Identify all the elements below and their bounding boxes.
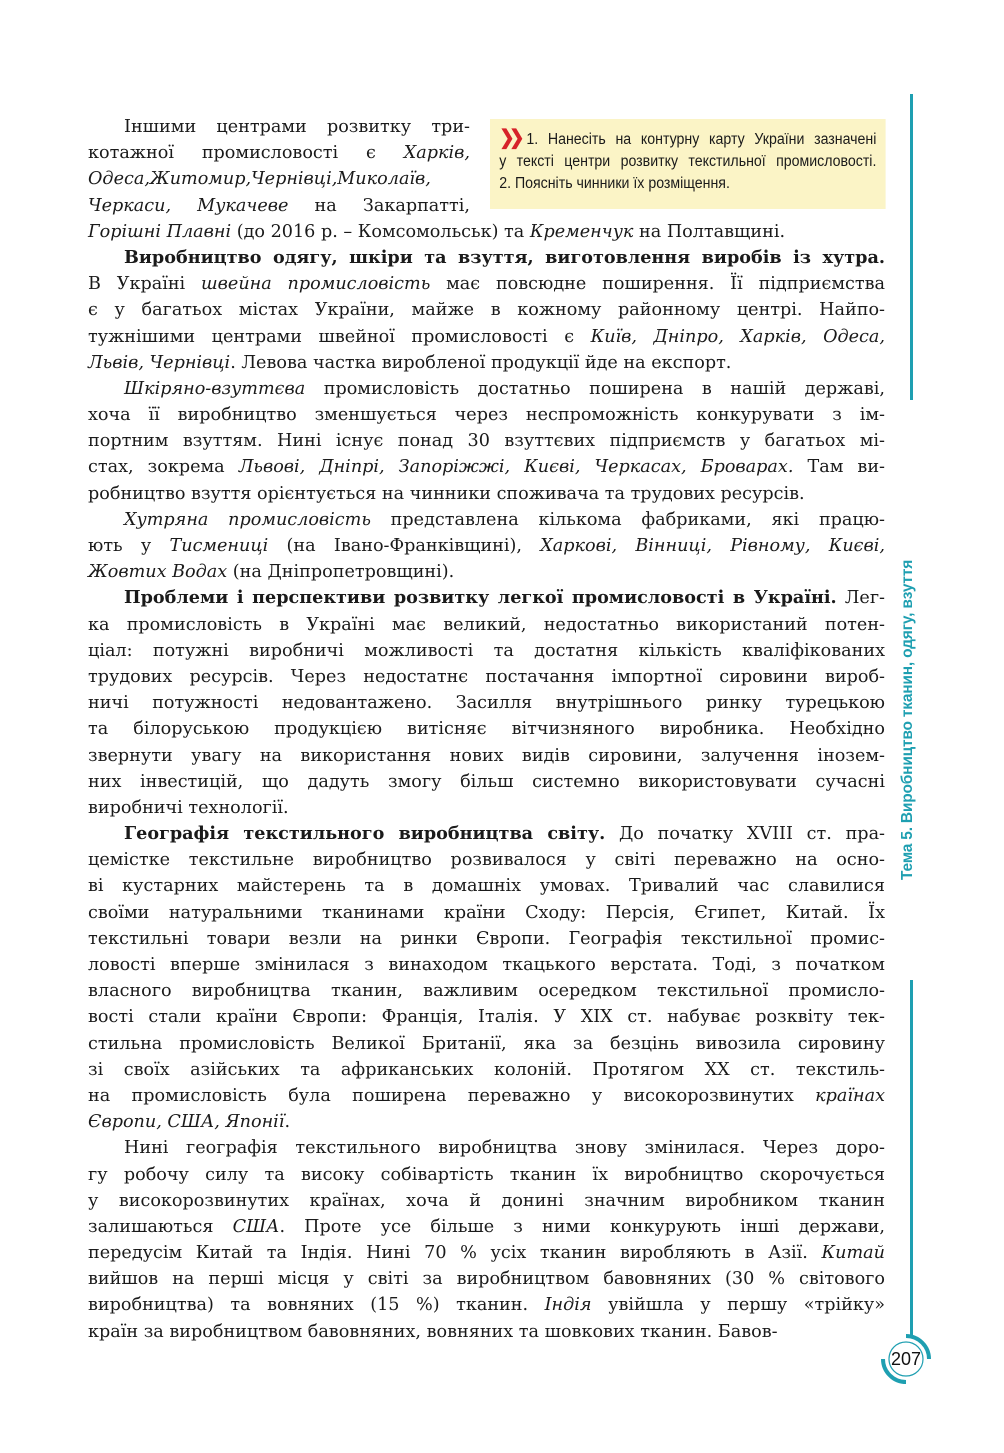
text-line (88, 481, 885, 507)
text-segment: звернути увагу на використання нових видів сировини, залучення інозем- (88, 745, 885, 766)
text-segment: В Україні (88, 274, 202, 295)
italic-text: Черкаси, Мукачеве (88, 195, 289, 216)
text-line (88, 559, 885, 585)
text-line (88, 193, 470, 219)
text-segment: ка промисловість в Україні має великий, недостатньо використаний потен- (88, 614, 885, 635)
side-rail-bottom (910, 980, 913, 1336)
bold-heading-text: Виробництво одягу, шкіри та взуття, виготовлення виробів із хутра. (124, 246, 885, 268)
text-segment: (на Івано-Франківщині), (268, 536, 541, 556)
text-segment: (на Дніпропетровщині). (227, 562, 455, 583)
italic-text: Одеса,Житомир,Чернівці,Миколаїв, (88, 169, 431, 190)
text-line (88, 428, 885, 454)
text-segment: промисловість достатньо поширена в нашій державі, (305, 378, 885, 399)
italic-text: Хутряна промисловість (124, 509, 371, 530)
text-segment: них інвестицій, що дадуть змогу більш системно використовувати сучасні (88, 771, 885, 792)
italic-text: Жовтих Водах (88, 562, 228, 583)
text-segment: До початку XVIII ст. пра- (605, 824, 886, 845)
text-segment: передусім Китай та Індія. Нині 70 % усіх тканин виробляють в Азії. (88, 1243, 822, 1264)
text-segment: на промисловість була поширена переважно у високорозвинутих (88, 1085, 816, 1106)
text-line (88, 271, 885, 297)
text-segment: гу робочу силу та високу собівартість тканин їх виробництво скорочується (88, 1164, 885, 1185)
page-number-badge (880, 1333, 932, 1385)
text-line (88, 402, 885, 428)
text-segment: трудових ресурсів. Через недостатнє постачання імпортної сировини вироб- (88, 666, 885, 687)
text-segment: . Левова частка виробленої продукції йде на експорт. (230, 352, 732, 373)
bold-heading-text: Проблеми і перспективи розвитку легкої промисловості в Україні. (124, 587, 837, 609)
text-segment: та білоруською продукцією витісняє вітчизняного виробника. Необхідно (88, 719, 885, 740)
text-line (88, 1057, 885, 1083)
text-segment: Там ви- (793, 457, 886, 478)
italic-text: Горішні Плавні (88, 221, 232, 242)
text-segment: Іншими центрами розвитку три- (124, 117, 470, 137)
text-segment: стильна промисловість Великої Британії, яка за безцінь вивозила сировину (88, 1033, 885, 1054)
text-line (88, 1214, 885, 1240)
text-segment: увійшла у першу «трійку» (591, 1295, 885, 1316)
italic-text: Київ, Дніпро, Харків, Одеса, (590, 326, 885, 347)
text-line (88, 1188, 885, 1214)
text-line (88, 454, 885, 480)
text-line (88, 821, 885, 847)
text-line (88, 743, 885, 769)
text-line (88, 847, 885, 873)
bold-heading-text: Географія текстильного виробництва світу. (124, 823, 606, 845)
text-segment: виробництва) та вовняних (15 %) тканин. (88, 1295, 545, 1316)
text-segment: котажної промисловості є (88, 143, 404, 164)
text-segment: на Полтавщині. (633, 221, 786, 242)
text-line (88, 297, 885, 323)
italic-text: Кременчук (529, 221, 634, 242)
task-box (490, 119, 886, 209)
text-segment: має повсюдне поширення. Її підприємства (430, 274, 885, 295)
text-line (88, 507, 885, 533)
text-line (88, 978, 885, 1004)
text-segment: вості стали країни Європи: Франція, Італія. У XIX ст. набуває розквіту тек- (88, 1007, 885, 1028)
task-line: у тексті центри розвитку текстильної промисловості. (499, 153, 877, 170)
italic-text: швейна промисловість (201, 274, 431, 295)
italic-text: Львів, Чернівці (88, 352, 231, 373)
task-line: 1. Нанесіть на контурну карту України зазначені (526, 131, 877, 148)
text-line (88, 1266, 885, 1292)
text-line (88, 140, 470, 166)
text-segment: вийшов на перші місця у світі за виробництвом бавовняних (30 % світового (88, 1269, 885, 1290)
text-line (88, 1319, 885, 1345)
page-number: 207 (890, 1349, 922, 1369)
italic-text: Львові, Дніпрі, Запоріжжі, Києві, Черкасах, Броварах. (238, 457, 794, 478)
text-segment: текстильні товари везли на ринки Європи. Географія текстильної промис- (88, 928, 885, 949)
text-line (88, 1240, 885, 1266)
text-segment: Нині географія текстильного виробництва знову змінилася. Через доро- (124, 1138, 885, 1159)
text-segment: зі своїх азійських та африканських колоній. Протягом XX ст. текстиль- (88, 1059, 885, 1080)
text-segment: ві кустарних майстерень та в домашніх умовах. Тривалий час славилися (88, 876, 885, 897)
text-line (88, 690, 885, 716)
text-line (88, 716, 885, 742)
text-line (88, 795, 885, 821)
text-line (88, 612, 885, 638)
italic-text: країнах (815, 1085, 885, 1106)
text-segment: . (284, 1112, 291, 1133)
text-segment: Лег- (836, 588, 885, 609)
text-line (88, 533, 885, 559)
text-line (88, 769, 885, 795)
italic-text: Європи, США, Японії (88, 1112, 285, 1133)
text-line (88, 873, 885, 899)
double-chevron-right-icon: ❯❯ (499, 127, 519, 149)
text-line (88, 1031, 885, 1057)
body-text (88, 114, 885, 1345)
text-segment: стах, зокрема (88, 457, 239, 478)
text-line (88, 900, 885, 926)
text-line (88, 376, 885, 402)
text-segment: у високорозвинутих країнах, хоча й донині значним виробником тканин (88, 1190, 885, 1211)
text-segment: країн за виробництвом бавовняних, вовняних та шовкових тканин. Бавов- (88, 1321, 778, 1342)
text-line (88, 664, 885, 690)
text-segment: тужнішими центрами швейної промисловості є (88, 326, 591, 347)
text-segment: цемістке текстильне виробництво розвивалося у світі переважно на осно- (88, 850, 885, 871)
text-line (88, 324, 885, 350)
text-segment: . Проте усе більше з ними конкурують інші держави, (279, 1216, 885, 1237)
text-line (88, 585, 885, 611)
text-segment: представлена кількома фабриками, які працю- (370, 509, 885, 530)
text-line (88, 245, 885, 271)
text-segment: є у багатьох містах України, майже в кожному районному центрі. Найпо- (88, 300, 885, 321)
text-line (88, 219, 885, 245)
text-segment: власного виробництва тканин, важливим осередком текстильної промисло- (88, 981, 885, 1002)
side-chapter-title: Тема 5. Виробництво тканин, одягу, взуття (899, 559, 916, 880)
italic-text: Харків, (403, 143, 470, 164)
italic-text: Харкові, Вінниці, Рівному, Києві, (540, 536, 885, 556)
italic-text: Тисмениці (169, 536, 269, 556)
italic-text: США (232, 1216, 280, 1237)
text-line (88, 1004, 885, 1030)
text-segment: ловості вперше змінилася з винаходом ткацького верстата. Тоді, з початком (88, 955, 885, 975)
text-segment: на Закарпатті, (288, 195, 470, 216)
text-segment: робництво взуття орієнтується на чинники споживача та трудових ресурсів. (88, 483, 805, 504)
text-segment: залишаються (88, 1216, 233, 1237)
text-line (88, 114, 470, 140)
text-segment: виробничі технології. (88, 797, 289, 818)
text-line (88, 926, 885, 952)
text-segment: ничі потужності недовантажено. Засилля внутрішнього ринку турецькою (88, 693, 885, 714)
text-line (88, 1135, 885, 1161)
side-rail-top (910, 94, 913, 400)
text-line (88, 1083, 885, 1109)
task-line: 2. Поясніть чинники їх розміщення. (499, 175, 730, 192)
text-segment: (до 2016 р. – Комсомольськ) та (231, 221, 530, 242)
italic-text: Індія (544, 1295, 592, 1316)
text-line (88, 1292, 885, 1318)
text-line (88, 1109, 885, 1135)
text-line (88, 166, 470, 192)
text-segment: портним взуттям. Нині існує понад 30 взуттєвих підприємств у багатьох мі- (88, 431, 885, 452)
text-segment: хоча її виробництво зменшується через неспроможність конкурувати з ім- (88, 405, 885, 426)
text-segment: ціал: потужні виробничі можливості та достатня кількість кваліфікованих (88, 640, 885, 661)
italic-text: Китай (821, 1243, 885, 1264)
text-line (88, 350, 885, 376)
text-line (88, 1162, 885, 1188)
text-segment: своїми натуральними тканинами країни Сходу: Персія, Єгипет, Китай. Їх (88, 902, 885, 923)
text-line (88, 952, 885, 978)
text-line (88, 638, 885, 664)
text-segment: ють у (88, 536, 170, 556)
italic-text: Шкіряно-взуттєва (124, 378, 306, 399)
